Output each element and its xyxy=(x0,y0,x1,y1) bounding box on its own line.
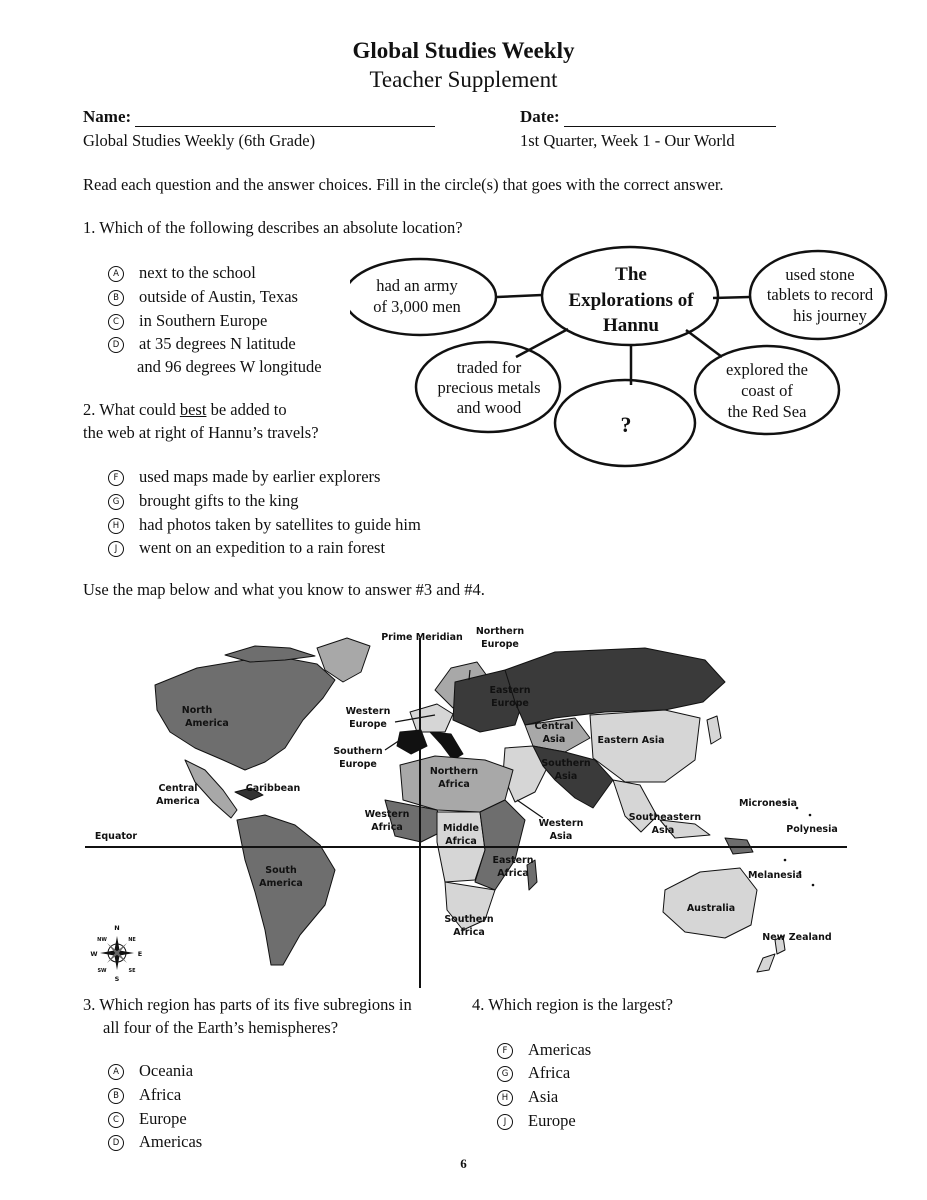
compass-nw: NW xyxy=(97,937,107,943)
q1-option-b[interactable]: B outside of Austin, Texas xyxy=(108,287,298,307)
label-eastern-asia: Eastern Asia xyxy=(597,735,665,746)
page-number: 6 xyxy=(460,1156,467,1171)
label-southern-africa-1: Southern xyxy=(444,914,494,925)
answer-bubble[interactable]: J xyxy=(497,1114,513,1130)
q2-option-h[interactable]: H had photos taken by satellites to guide him xyxy=(108,515,421,535)
label-southern-asia-1: Southern xyxy=(541,758,591,769)
instructions: Read each question and the answer choices. Fill in the circle(s) that goes with the correct answer. xyxy=(83,175,724,194)
web-explored-line2: coast of xyxy=(741,381,793,400)
label-australia: Australia xyxy=(686,903,736,914)
answer-bubble[interactable]: F xyxy=(497,1043,513,1059)
answer-bubble[interactable]: A xyxy=(108,266,124,282)
q4-option-f[interactable]: F Americas xyxy=(497,1040,591,1060)
web-traded-line3: and wood xyxy=(456,398,522,417)
answer-bubble[interactable]: D xyxy=(108,1135,124,1151)
label-western-asia-2: Asia xyxy=(549,831,573,842)
label-central-america-2: America xyxy=(156,796,200,807)
answer-bubble[interactable]: C xyxy=(108,314,124,330)
label-micronesia: Micronesia xyxy=(738,798,798,809)
label-southeastern-asia-2: Asia xyxy=(651,825,675,836)
label-south-america-1: South xyxy=(265,865,297,876)
label-southern-africa-2: Africa xyxy=(453,927,485,938)
q2-prompt-line2: the web at right of Hannu’s travels? xyxy=(83,423,319,442)
label-central-asia-2: Asia xyxy=(542,734,566,745)
q2-option-j[interactable]: J went on an expedition to a rain forest xyxy=(108,538,385,558)
q4-option-j[interactable]: J Europe xyxy=(497,1111,576,1131)
worksheet-subtitle: Teacher Supplement xyxy=(369,67,558,92)
label-northern-africa-1: Northern xyxy=(429,766,479,777)
compass-ne: NE xyxy=(128,937,136,943)
island-dot xyxy=(812,884,815,887)
label-middle-africa-1: Middle xyxy=(442,823,480,834)
web-stone-line2: tablets to record xyxy=(766,285,874,304)
answer-bubble[interactable]: J xyxy=(108,541,124,557)
region-southern-europe-iberia xyxy=(397,730,427,754)
q3-prompt-line2: all four of the Earth’s hemispheres? xyxy=(103,1018,339,1037)
q1-option-c[interactable]: C in Southern Europe xyxy=(108,311,267,331)
compass-e: E xyxy=(137,950,143,958)
answer-bubble[interactable]: H xyxy=(497,1090,513,1106)
week-label: 1st Quarter, Week 1 - Our World xyxy=(520,131,735,150)
map-intro: Use the map below and what you know to answer #3 and #4. xyxy=(83,580,485,599)
label-western-europe-2: Europe xyxy=(349,719,387,730)
label-central-america-1: Central xyxy=(158,783,198,794)
web-army-line2: of 3,000 men xyxy=(373,297,461,316)
compass-sw: SW xyxy=(97,968,107,974)
answer-bubble[interactable]: G xyxy=(497,1066,513,1082)
label-equator: Equator xyxy=(94,831,138,842)
compass-s: S xyxy=(114,975,120,983)
label-eastern-europe-2: Europe xyxy=(491,698,529,709)
compass-w: W xyxy=(90,950,98,958)
label-eastern-africa-2: Africa xyxy=(497,868,529,879)
region-canada-islands xyxy=(225,646,315,662)
answer-bubble[interactable]: D xyxy=(108,337,124,353)
label-northern-europe-2: Europe xyxy=(481,639,519,650)
label-southern-europe-2: Europe xyxy=(339,759,377,770)
answer-bubble[interactable]: B xyxy=(108,290,124,306)
q4-option-g[interactable]: G Africa xyxy=(497,1063,570,1083)
web-center-line3: Hannu xyxy=(603,315,659,336)
web-traded-line1: traded for xyxy=(456,358,522,377)
q3-prompt: 3. Which region has parts of its five subregions in xyxy=(83,995,412,1014)
region-eastern-asia xyxy=(590,710,700,782)
label-western-europe-1: Western xyxy=(345,706,391,717)
label-western-africa-1: Western xyxy=(364,809,410,820)
answer-bubble[interactable]: G xyxy=(108,494,124,510)
worksheet-title: Global Studies Weekly xyxy=(352,38,575,63)
web-connector xyxy=(516,329,568,357)
label-south-america-2: America xyxy=(259,878,303,889)
concept-web xyxy=(350,245,910,470)
label-western-asia-1: Western xyxy=(538,818,584,829)
label-caribbean: Caribbean xyxy=(245,783,301,794)
date-label: Date: xyxy=(520,107,560,126)
label-southern-asia-2: Asia xyxy=(554,771,578,782)
label-prime-meridian: Prime Meridian xyxy=(381,632,463,643)
label-new-zealand: New Zealand xyxy=(762,932,832,943)
web-explored-line3: the Red Sea xyxy=(727,402,807,421)
web-stone-line3: his journey xyxy=(793,306,867,325)
q2-option-f[interactable]: F used maps made by earlier explorers xyxy=(108,467,380,487)
region-south-america xyxy=(237,815,335,965)
date-field[interactable] xyxy=(520,107,776,127)
compass-n: N xyxy=(114,924,120,932)
island-dot xyxy=(784,859,787,862)
q2-emphasis: best xyxy=(179,400,207,419)
q1-option-d-line2: and 96 degrees W longitude xyxy=(137,357,322,376)
name-field[interactable] xyxy=(83,107,435,127)
q4-prompt: 4. Which region is the largest? xyxy=(472,995,674,1014)
name-label: Name: xyxy=(83,107,132,126)
label-polynesia: Polynesia xyxy=(786,824,838,835)
course-label: Global Studies Weekly (6th Grade) xyxy=(83,131,316,150)
web-explored-line1: explored the xyxy=(725,360,809,379)
answer-bubble[interactable]: C xyxy=(108,1112,124,1128)
label-southern-europe-1: Southern xyxy=(333,746,383,757)
label-melanesia: Melanesia xyxy=(747,870,803,881)
web-traded-line2: precious metals xyxy=(437,378,541,397)
q4-option-h[interactable]: H Asia xyxy=(497,1087,558,1107)
q3-option-d[interactable]: D Americas xyxy=(108,1132,202,1152)
answer-bubble[interactable]: B xyxy=(108,1088,124,1104)
date-line[interactable] xyxy=(564,126,776,127)
q2-prompt: 2. What could best be added to xyxy=(83,400,287,419)
web-army-line1: had an army xyxy=(376,276,458,295)
q2-option-g[interactable]: G brought gifts to the king xyxy=(108,491,299,511)
label-north-america-2: America xyxy=(185,718,229,729)
web-stone-line1: used stone xyxy=(785,265,855,284)
q1-option-a[interactable]: A next to the school xyxy=(108,263,256,283)
name-line[interactable] xyxy=(135,126,435,127)
q3-option-c[interactable]: C Europe xyxy=(108,1109,187,1129)
label-southeastern-asia-1: Southeastern xyxy=(628,812,702,823)
answer-bubble[interactable]: A xyxy=(108,1064,124,1080)
label-north-america-1: North xyxy=(181,705,213,716)
world-map xyxy=(85,620,850,990)
web-center-line2: Explorations of xyxy=(568,290,694,311)
label-western-africa-2: Africa xyxy=(371,822,403,833)
q1-option-d[interactable]: D at 35 degrees N latitude xyxy=(108,334,296,354)
label-eastern-africa-1: Eastern xyxy=(492,855,534,866)
island-dot xyxy=(809,814,812,817)
q3-option-b[interactable]: B Africa xyxy=(108,1085,181,1105)
label-middle-africa-2: Africa xyxy=(445,836,477,847)
label-northern-europe-1: Northern xyxy=(475,626,525,637)
compass-se: SE xyxy=(128,968,136,974)
answer-bubble[interactable]: H xyxy=(108,518,124,534)
label-northern-africa-2: Africa xyxy=(438,779,470,790)
web-connector xyxy=(686,330,722,357)
region-southeastern-asia xyxy=(613,780,657,832)
q1-prompt: 1. Which of the following describes an absolute location? xyxy=(83,218,463,237)
label-eastern-europe-1: Eastern xyxy=(489,685,531,696)
label-central-asia-1: Central xyxy=(534,721,574,732)
web-center-line1: The xyxy=(615,264,647,285)
region-japan xyxy=(707,716,721,744)
region-new-zealand-south xyxy=(757,954,775,972)
web-connector xyxy=(497,295,542,297)
web-question-mark: ? xyxy=(620,412,632,437)
answer-bubble[interactable]: F xyxy=(108,470,124,486)
q3-option-a[interactable]: A Oceania xyxy=(108,1061,193,1081)
